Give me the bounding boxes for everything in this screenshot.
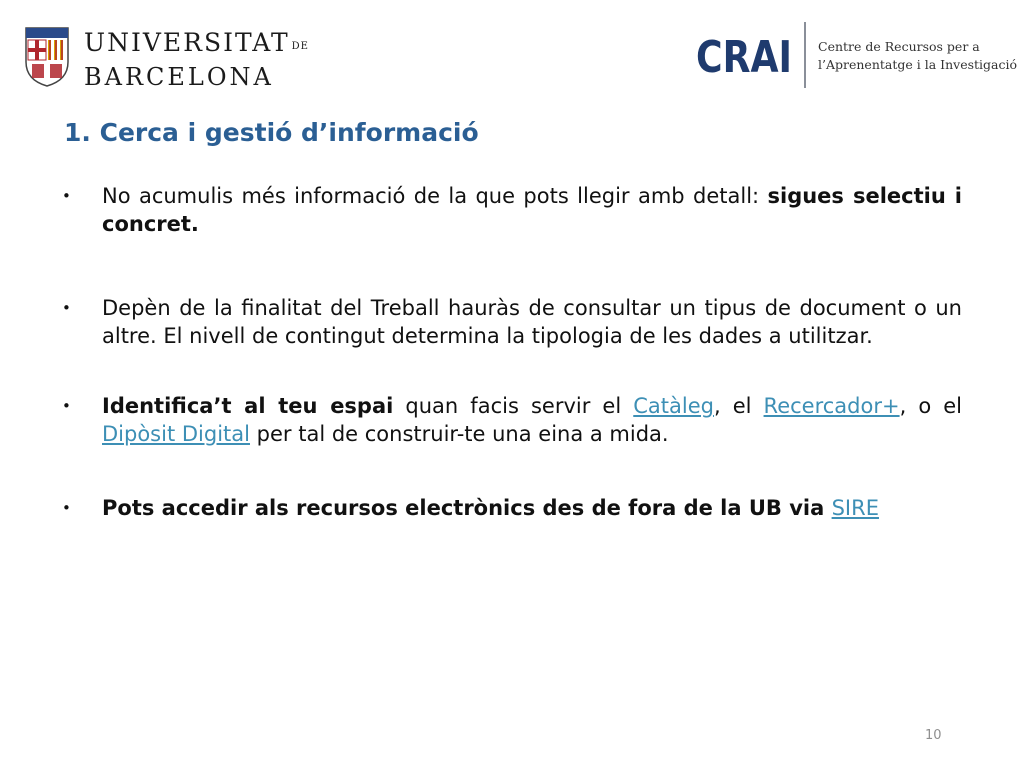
bullet-text: Depèn de la finalitat del Treball hauràs de consultar un tipus de document o un altre. El nivell de contingut determina la tipologia de les dades a utilitzar. <box>102 296 962 348</box>
bullet-text: No acumulis més informació de la que pots llegir amb detall: <box>102 184 768 208</box>
university-name-line2: BARCELONA <box>84 63 274 91</box>
bullet-bold-text: Pots accedir als recursos electrònics des de fora de la UB via <box>102 496 832 520</box>
page-number: 10 <box>925 728 942 743</box>
svg-text:CRAI: CRAI <box>696 32 792 76</box>
crai-wordmark <box>696 32 796 76</box>
university-shield-icon <box>22 22 72 88</box>
crai-divider <box>804 22 806 88</box>
bullet-text: quan facis servir el <box>393 394 634 418</box>
bullet-dot-icon: • <box>62 299 71 317</box>
bullet-item <box>62 392 962 448</box>
bullet-bold-text: Identifica’t al teu espai <box>102 394 394 418</box>
cataleg-link[interactable]: Catàleg <box>633 394 714 418</box>
bullet-text: , el <box>713 394 764 418</box>
university-name-line1: UNIVERSITAT <box>84 28 290 57</box>
sire-link[interactable]: SIRE <box>831 496 879 520</box>
university-name <box>84 30 309 92</box>
bullet-text: per tal de construir-te una eina a mida. <box>249 422 669 446</box>
bullet-item <box>62 294 962 350</box>
university-logo <box>22 22 309 92</box>
bullet-text: , o el <box>899 394 962 418</box>
crai-full-name <box>818 38 1017 74</box>
diposit-digital-link[interactable]: Dipòsit Digital <box>102 422 250 446</box>
crai-full-name-line2: l’Aprenentatge i la Investigació <box>818 57 1017 72</box>
university-name-suffix: DE <box>291 41 309 52</box>
bullet-item <box>62 182 962 238</box>
bullet-dot-icon: • <box>62 397 71 415</box>
crai-logo <box>696 22 1016 92</box>
bullet-dot-icon: • <box>62 187 71 205</box>
crai-full-name-line1: Centre de Recursos per a <box>818 39 980 54</box>
bullet-bold-text: sigues selectiu i concret. <box>102 184 962 236</box>
recercador-link[interactable]: Recercador+ <box>763 394 900 418</box>
bullet-item <box>62 494 962 522</box>
slide-title: 1. Cerca i gestió d’informació <box>64 118 479 147</box>
bullet-list <box>62 182 962 522</box>
bullet-dot-icon: • <box>62 499 71 517</box>
